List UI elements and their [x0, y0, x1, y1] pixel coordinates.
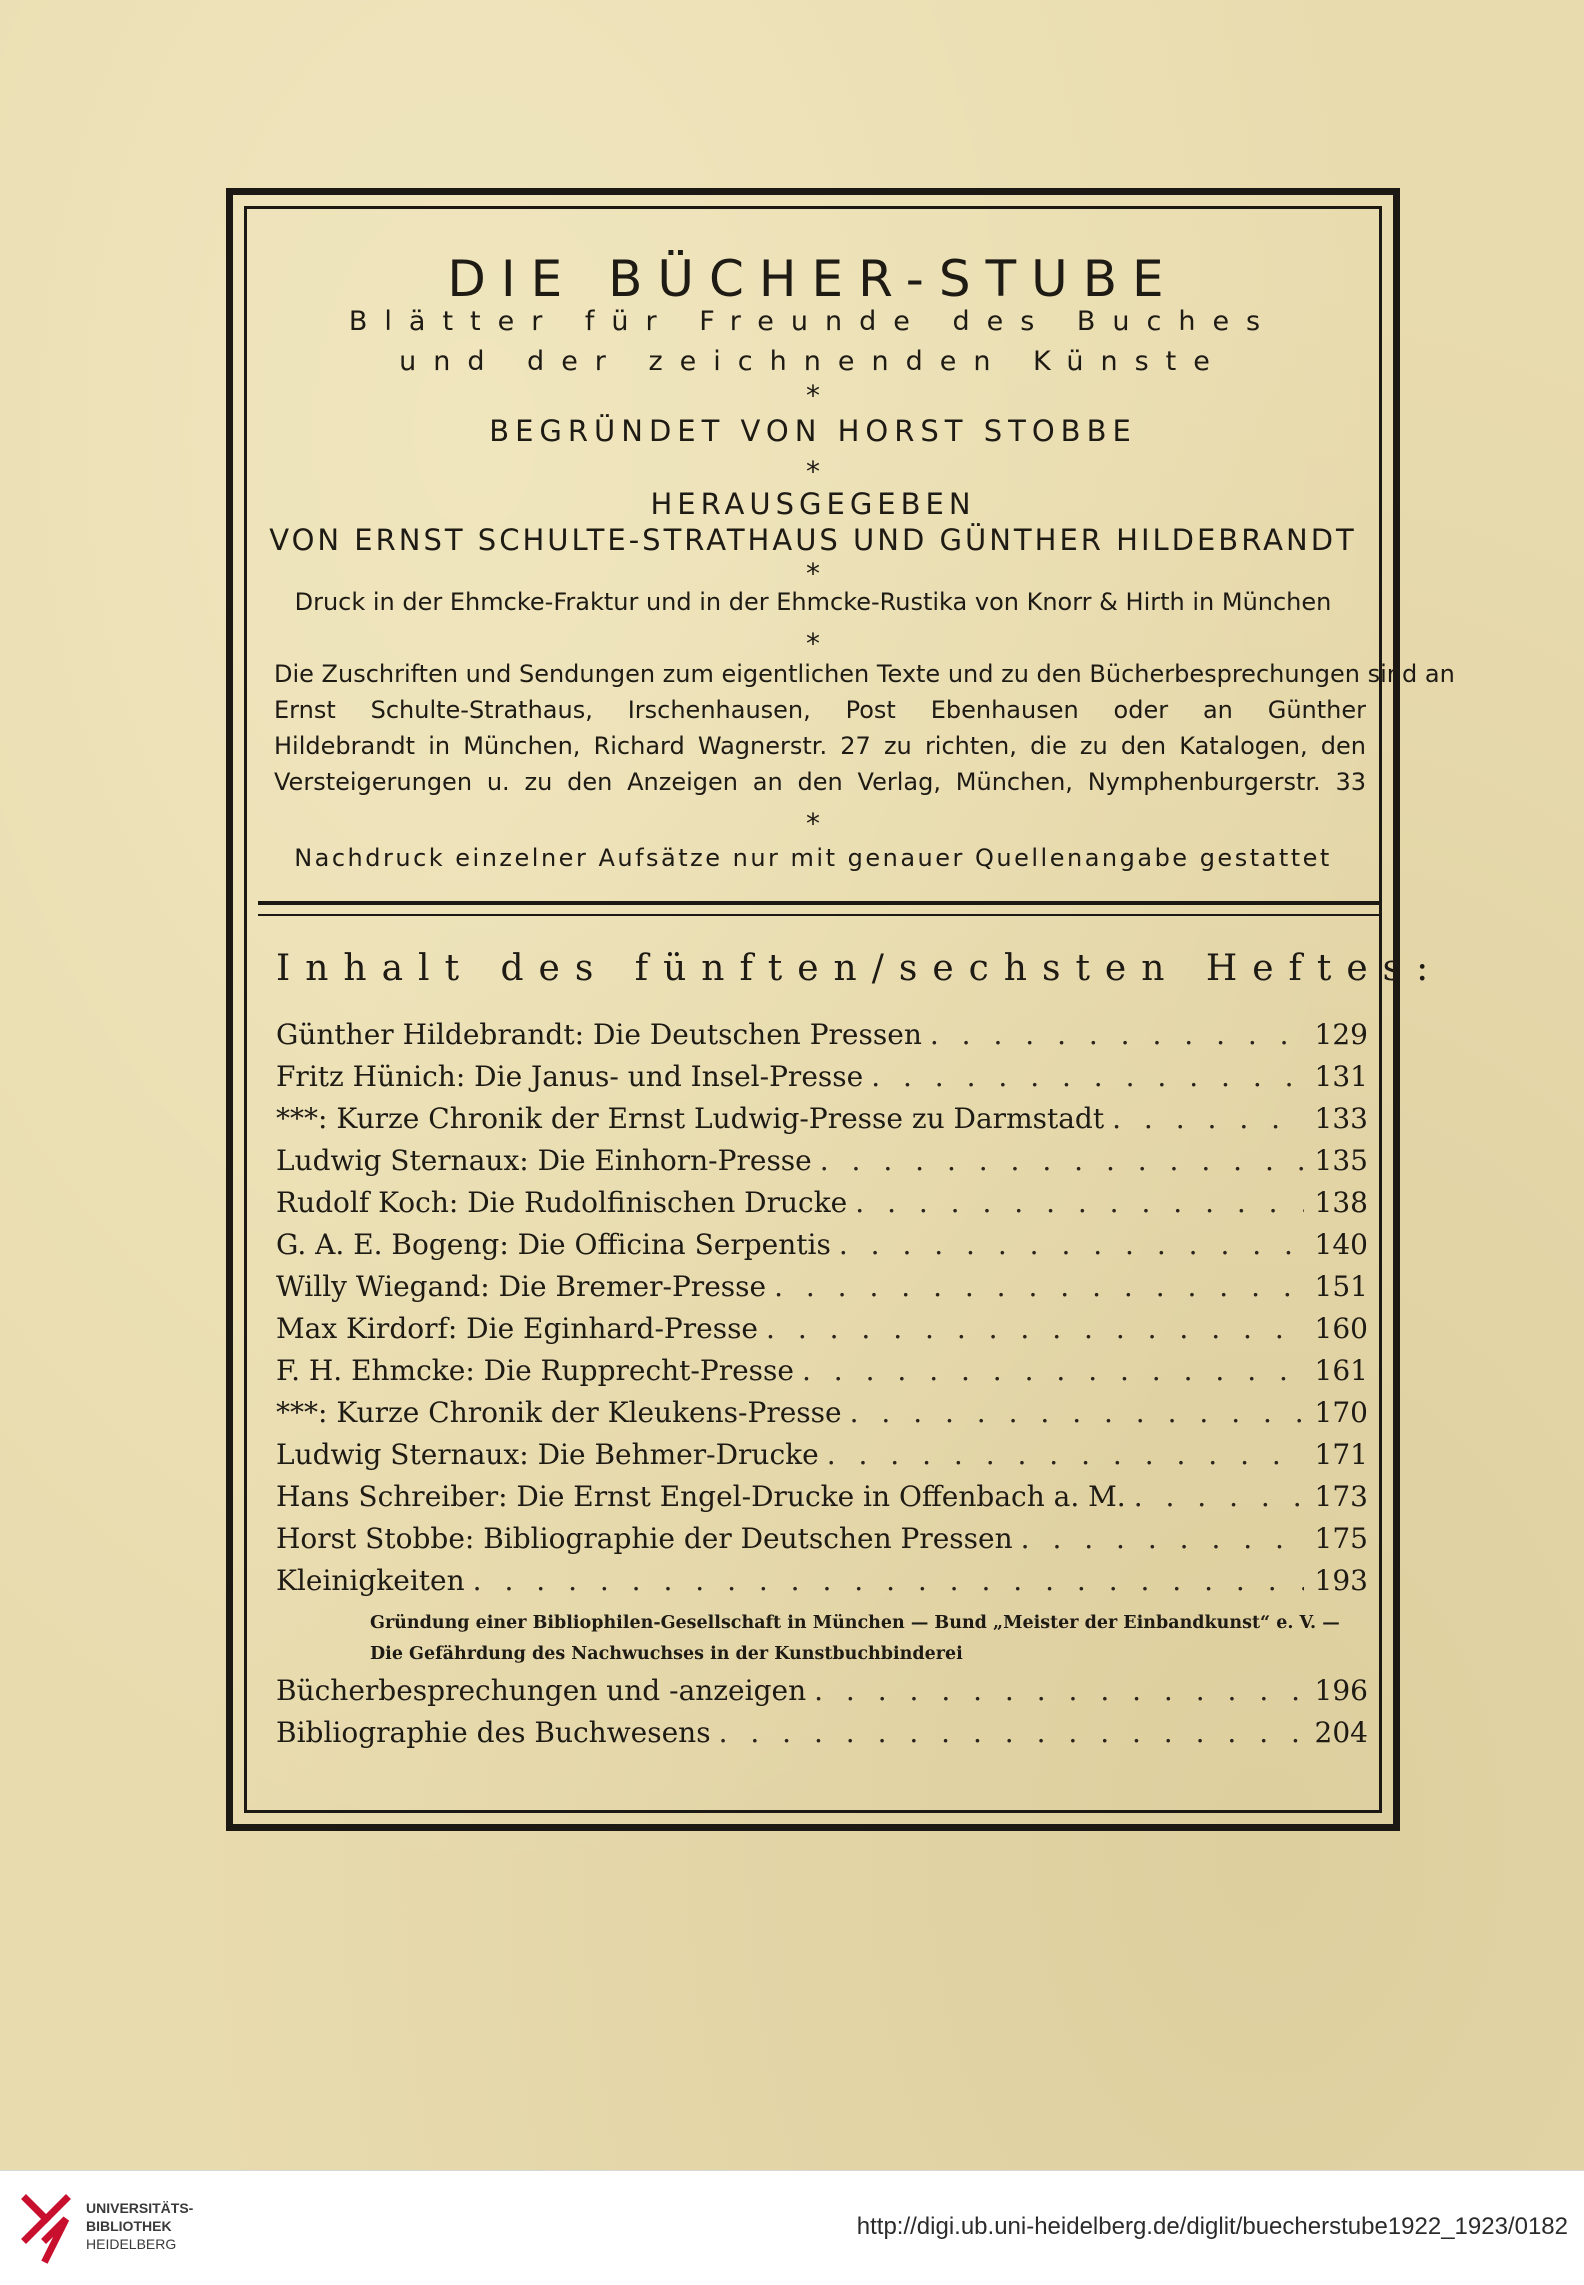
separator-star: *: [806, 627, 820, 660]
toc-entry-title: Ludwig Sternaux: Die Einhorn-Presse: [276, 1144, 812, 1177]
toc-entry-title: F. H. Ehmcke: Die Rupprecht-Presse: [276, 1354, 794, 1387]
source-url[interactable]: http://digi.ub.uni-heidelberg.de/diglit/buecherstube1922_1923/0182: [856, 2213, 1568, 2240]
leader-dots: [766, 1312, 1304, 1345]
leader-dots: [814, 1674, 1304, 1707]
toc-entry-page: 129: [1314, 1018, 1368, 1051]
leader-dots: [930, 1018, 1304, 1051]
toc-entry: [276, 1396, 1368, 1438]
toc-entry-page: 196: [1314, 1674, 1368, 1707]
subtitle-line-1: Blätter für Freunde des Buches: [348, 306, 1278, 337]
toc-entry: [276, 1438, 1368, 1480]
toc-entry: [276, 1186, 1368, 1228]
toc-entry-page: 171: [1314, 1438, 1368, 1471]
toc-entry: [276, 1270, 1368, 1312]
toc-entry: [276, 1354, 1368, 1396]
library-logo-icon: [18, 2189, 74, 2269]
toc-entry-page: 133: [1314, 1102, 1368, 1135]
toc-entry: [276, 1228, 1368, 1270]
toc-entry-title: G. A. E. Bogeng: Die Officina Serpentis: [276, 1228, 831, 1261]
toc-entry-title: Bibliographie des Buchwesens: [276, 1716, 711, 1749]
toc-entry: [276, 1480, 1368, 1522]
leader-dots: [1021, 1522, 1304, 1555]
toc-entry-title: Ludwig Sternaux: Die Behmer-Drucke: [276, 1438, 819, 1471]
library-name-line: HEIDELBERG: [86, 2236, 177, 2252]
toc-entry: [276, 1564, 1368, 1606]
editor-line-2: VON ERNST SCHULTE-STRATHAUS UND GÜNTHER HILDEBRANDT: [269, 523, 1357, 557]
library-name: [86, 2199, 193, 2253]
library-name-line: UNIVERSITÄTS-: [86, 2200, 194, 2216]
leader-dots: [839, 1228, 1304, 1261]
toc-entry-title: Horst Stobbe: Bibliographie der Deutschen Pressen: [276, 1522, 1013, 1555]
toc-entry: [276, 1312, 1368, 1354]
toc-entry-page: 193: [1314, 1564, 1368, 1597]
toc-entry: [276, 1060, 1368, 1102]
toc-entry: [276, 1716, 1368, 1758]
toc-entry-page: 131: [1314, 1060, 1368, 1093]
paragraph-line: Die Zuschriften und Sendungen zum eigentlichen Texte und zu den Bücherbesprechungen sind an: [274, 660, 1455, 688]
paragraph-line: Hildebrandt in München, Richard Wagnerstr. 27 zu richten, die zu den Katalogen, den: [274, 732, 1366, 760]
toc-entry-title: Kleinigkeiten: [276, 1564, 465, 1597]
toc-heading: Inhalt des fünften/sechsten Heftes:: [276, 948, 1444, 989]
toc-entry-title: Günther Hildebrandt: Die Deutschen Pressen: [276, 1018, 922, 1051]
separator-star: *: [806, 557, 820, 590]
paragraph-line: Versteigerungen u. zu den Anzeigen an den Verlag, München, Nymphenburgerstr. 33: [274, 768, 1366, 796]
library-name-line: BIBLIOTHEK: [86, 2218, 172, 2234]
toc-entry-title: Willy Wiegand: Die Bremer-Presse: [276, 1270, 767, 1303]
leader-dots: [774, 1270, 1304, 1303]
paragraph-line: Ernst Schulte-Strathaus, Irschenhausen, Post Ebenhausen oder an Günther: [274, 696, 1366, 724]
toc-entry-page: 140: [1314, 1228, 1368, 1261]
separator-star: *: [806, 455, 820, 488]
toc-entry-title: Fritz Hünich: Die Janus- und Insel-Presse: [276, 1060, 864, 1093]
correspondence-paragraph: [274, 656, 1455, 800]
leader-dots: [1134, 1480, 1304, 1513]
leader-dots: [827, 1438, 1304, 1471]
leader-dots: [473, 1564, 1304, 1597]
toc-entry-page: 175: [1314, 1522, 1368, 1555]
leader-dots: [719, 1716, 1304, 1749]
editor-line-1: HERAUSGEGEBEN: [650, 487, 976, 521]
toc-entry: [276, 1018, 1368, 1060]
toc-entry-page: 170: [1314, 1396, 1368, 1429]
subtitle-line-2: und der zeichnenden Künste: [399, 346, 1227, 377]
toc-entry-page: 204: [1314, 1716, 1368, 1749]
toc-entry-page: 161: [1314, 1354, 1368, 1387]
section-divider: [258, 901, 1380, 905]
toc-entry-page: 173: [1314, 1480, 1368, 1513]
leader-dots: [802, 1354, 1304, 1387]
journal-title: DIE BÜCHER-STUBE: [447, 250, 1179, 308]
toc-entry-title: Max Kirdorf: Die Eginhard-Presse: [276, 1312, 759, 1345]
printer-line: Druck in der Ehmcke-Fraktur und in der Ehmcke-Rustika von Knorr & Hirth in München: [294, 588, 1332, 616]
toc-entry-title: Bücherbesprechungen und -anzeigen: [276, 1674, 807, 1707]
reprint-notice: Nachdruck einzelner Aufsätze nur mit genauer Quellenangabe gestattet: [294, 844, 1332, 872]
toc-entry-page: 160: [1314, 1312, 1368, 1345]
toc-entry-page: 138: [1314, 1186, 1368, 1219]
section-divider: [258, 914, 1380, 916]
toc-entry: [276, 1674, 1368, 1716]
leader-dots: [820, 1144, 1304, 1177]
toc-entry-title: ***: Kurze Chronik der Kleukens-Presse: [276, 1396, 842, 1429]
toc-entry-title: ***: Kurze Chronik der Ernst Ludwig-Presse zu Darmstadt: [276, 1102, 1105, 1135]
separator-star: *: [806, 807, 820, 840]
toc-entry: [276, 1522, 1368, 1564]
leader-dots: [850, 1396, 1304, 1429]
leader-dots: [855, 1186, 1304, 1219]
leader-dots: [871, 1060, 1304, 1093]
separator-star: *: [806, 379, 820, 412]
table-of-contents: [276, 1018, 1368, 1758]
toc-entry-title: Hans Schreiber: Die Ernst Engel-Drucke in Offenbach a. M.: [276, 1480, 1126, 1513]
leader-dots: [1112, 1102, 1304, 1135]
library-footer: [0, 2170, 1584, 2285]
toc-entry: [276, 1144, 1368, 1186]
founder-line: BEGRÜNDET VON HORST STOBBE: [489, 414, 1137, 448]
toc-subnote: Gründung einer Bibliophilen-Gesellschaft in München — Bund „Meister der Einbandkunst“ e. V. — Die Gefährdung des Nachwuchses in der Kunstbuchbinderei: [370, 1613, 1340, 1664]
toc-entry-title: Rudolf Koch: Die Rudolfinischen Drucke: [276, 1186, 848, 1219]
toc-entry: [276, 1102, 1368, 1144]
toc-entry-page: 135: [1314, 1144, 1368, 1177]
toc-entry-page: 151: [1314, 1270, 1368, 1303]
